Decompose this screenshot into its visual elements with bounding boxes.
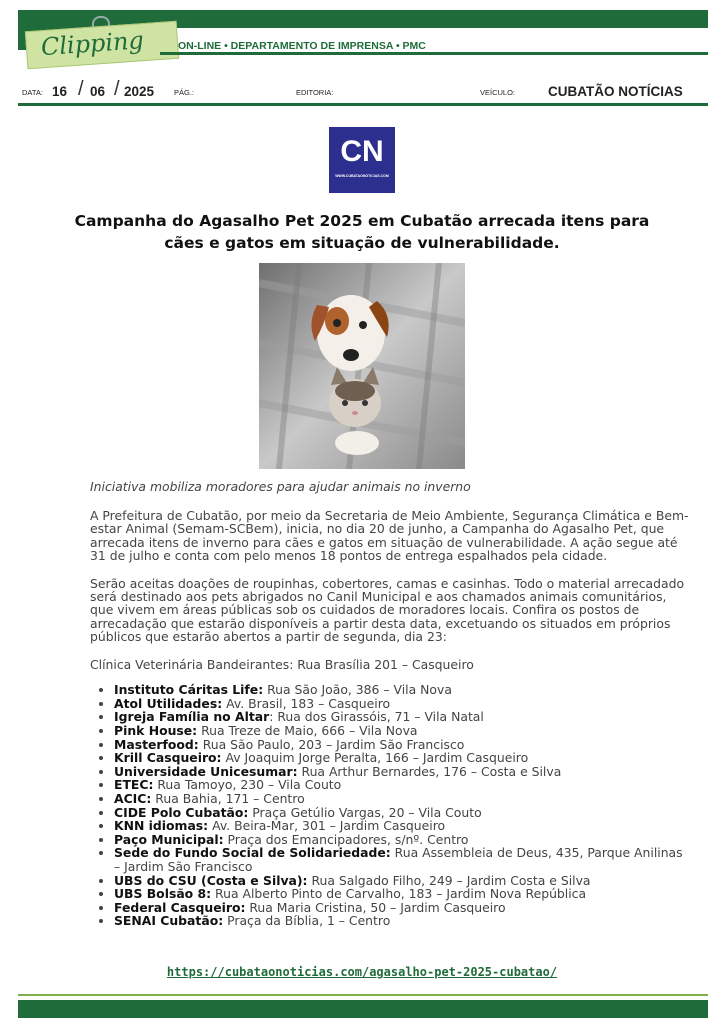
place-name: Masterfood: [114, 736, 199, 752]
article-body [90, 476, 690, 928]
clinic-line: Clínica Veterinária Bandeirantes: Rua Brasília 201 – Casqueiro [90, 657, 474, 673]
list-item [114, 724, 690, 738]
place-name: Igreja Família no Altar [114, 709, 270, 725]
place-address: Rua Tamoyo, 230 – Vila Couto [153, 777, 342, 793]
outlet-logo-letters: CN [340, 135, 384, 168]
list-item [114, 874, 690, 888]
place-address: Rua Assembleia de Deus, 435, Parque Anilinas – Jardim São Francisco [114, 845, 683, 874]
dog-and-cat-image [259, 263, 465, 469]
article-paragraph: A Prefeitura de Cubatão, por meio da Secretaria de Meio Ambiente, Segurança Climática e Bem-estar Animal (Semam-SCBem), inicia, no dia 20 de junho, a Campanha do Agasalho Pet, que arrecada itens de inverno para cães e gatos em situação de vulnerabilidade. A ação segue até 31 de julho e conta com pelo menos 18 pontos de entrega espalhados pela cidade. [90, 508, 689, 563]
article-subtitle: Iniciativa mobiliza moradores para ajudar animais no inverno [90, 479, 471, 494]
list-item [114, 765, 690, 779]
veiculo-value: CUBATÃO NOTÍCIAS [548, 84, 683, 99]
place-name: Atol Utilidades: [114, 695, 223, 711]
date-day: 16 [52, 84, 68, 99]
place-name: KNN idiomas: [114, 818, 209, 834]
date-month: 06 [90, 84, 106, 99]
article-paragraph: Serão aceitas doações de roupinhas, cobertores, camas e casinhas. Todo o material arrecadado será destinado aos pets abrigados no Canil Municipal e aos chamados animais comunitários, que vivem em áreas públicas sob os cuidados de moradores locais. Confira os postos de arrecadação que estarão disponíveis a partir desta data, excetuando os situados em próprios públicos que estarão abertos a partir de segunda, dia 23: [90, 576, 685, 644]
place-address: Praça Getúlio Vargas, 20 – Vila Couto [248, 804, 482, 820]
place-name: Instituto Cáritas Life: [114, 682, 264, 698]
outlet-logo [329, 127, 395, 193]
footer-band [18, 1000, 708, 1018]
place-name: Pink House: [114, 723, 198, 739]
place-address: Praça dos Emancipadores, s/nº. Centro [223, 831, 469, 847]
place-name: UBS Bolsão 8: [114, 886, 212, 902]
date-separator: / [114, 78, 120, 100]
meta-row [18, 80, 708, 102]
date-year: 2025 [124, 84, 155, 99]
place-name: UBS do CSU (Costa e Silva): [114, 872, 308, 888]
place-name: Federal Casqueiro: [114, 899, 246, 915]
list-item [114, 914, 690, 928]
list-item [114, 819, 690, 833]
outlet-logo-url: WWW.CUBATAONOTICIAS.COM [335, 174, 389, 178]
list-item [114, 751, 690, 765]
place-name: ETEC: [114, 777, 154, 793]
list-item [114, 738, 690, 752]
list-item [114, 833, 690, 847]
meta-divider [18, 103, 708, 106]
place-address: Rua Arthur Bernardes, 176 – Costa e Silva [297, 763, 562, 779]
list-item [114, 683, 690, 697]
source-link[interactable]: https://cubataonoticias.com/agasalho-pet-2025-cubatao/ [166, 965, 558, 979]
place-address: Rua Maria Cristina, 50 – Jardim Casqueiro [245, 899, 506, 915]
place-name: ACIC: [114, 790, 152, 806]
date-separator: / [78, 78, 84, 100]
place-name: Krill Casqueiro: [114, 750, 222, 766]
header-divider [160, 52, 708, 55]
article-title: Campanha do Agasalho Pet 2025 em Cubatão arrecada itens para cães e gatos em situação de vulnerabilidade. [74, 212, 650, 252]
veiculo-label: VEÍCULO: [480, 88, 516, 97]
place-address: Rua Alberto Pinto de Carvalho, 183 – Jardim Nova República [211, 886, 587, 902]
list-item [114, 710, 690, 724]
article-photo [259, 263, 465, 469]
place-name: Universidade Unicesumar: [114, 763, 298, 779]
list-item [114, 901, 690, 915]
place-address: Av. Beira-Mar, 301 – Jardim Casqueiro [208, 818, 446, 834]
list-item [114, 846, 690, 873]
place-address: Rua Salgado Filho, 249 – Jardim Costa e Silva [307, 872, 591, 888]
place-address: Rua Bahia, 171 – Centro [151, 790, 305, 806]
list-item [114, 792, 690, 806]
place-address: Rua São Paulo, 203 – Jardim São Francisco [198, 736, 465, 752]
places-list [90, 683, 690, 928]
place-address: Av. Brasil, 183 – Casqueiro [222, 695, 391, 711]
place-name: CIDE Polo Cubatão: [114, 804, 249, 820]
footer-thin-line [18, 994, 708, 996]
list-item [114, 697, 690, 711]
list-item [114, 778, 690, 792]
editoria-label: EDITORIA: [296, 88, 334, 97]
place-address: Av Joaquim Jorge Peralta, 166 – Jardim Casqueiro [221, 750, 529, 766]
place-name: Sede do Fundo Social de Solidariedade: [114, 845, 391, 861]
place-address: Rua São João, 386 – Vila Nova [263, 682, 452, 698]
place-name: SENAI Cubatão: [114, 913, 224, 929]
place-address: Praça da Bíblia, 1 – Centro [223, 913, 391, 929]
clipping-logo-text: Clipping [40, 26, 145, 62]
place-address: Rua Treze de Maio, 666 – Vila Nova [197, 723, 418, 739]
data-label: DATA: [22, 88, 43, 97]
place-address: : Rua dos Girassóis, 71 – Vila Natal [269, 709, 484, 725]
list-item [114, 887, 690, 901]
header-subtitle: ON-LINE • DEPARTAMENTO DE IMPRENSA • PMC [178, 40, 426, 52]
list-item [114, 806, 690, 820]
place-name: Paço Municipal: [114, 831, 224, 847]
pag-label: PÁG.: [174, 88, 195, 97]
